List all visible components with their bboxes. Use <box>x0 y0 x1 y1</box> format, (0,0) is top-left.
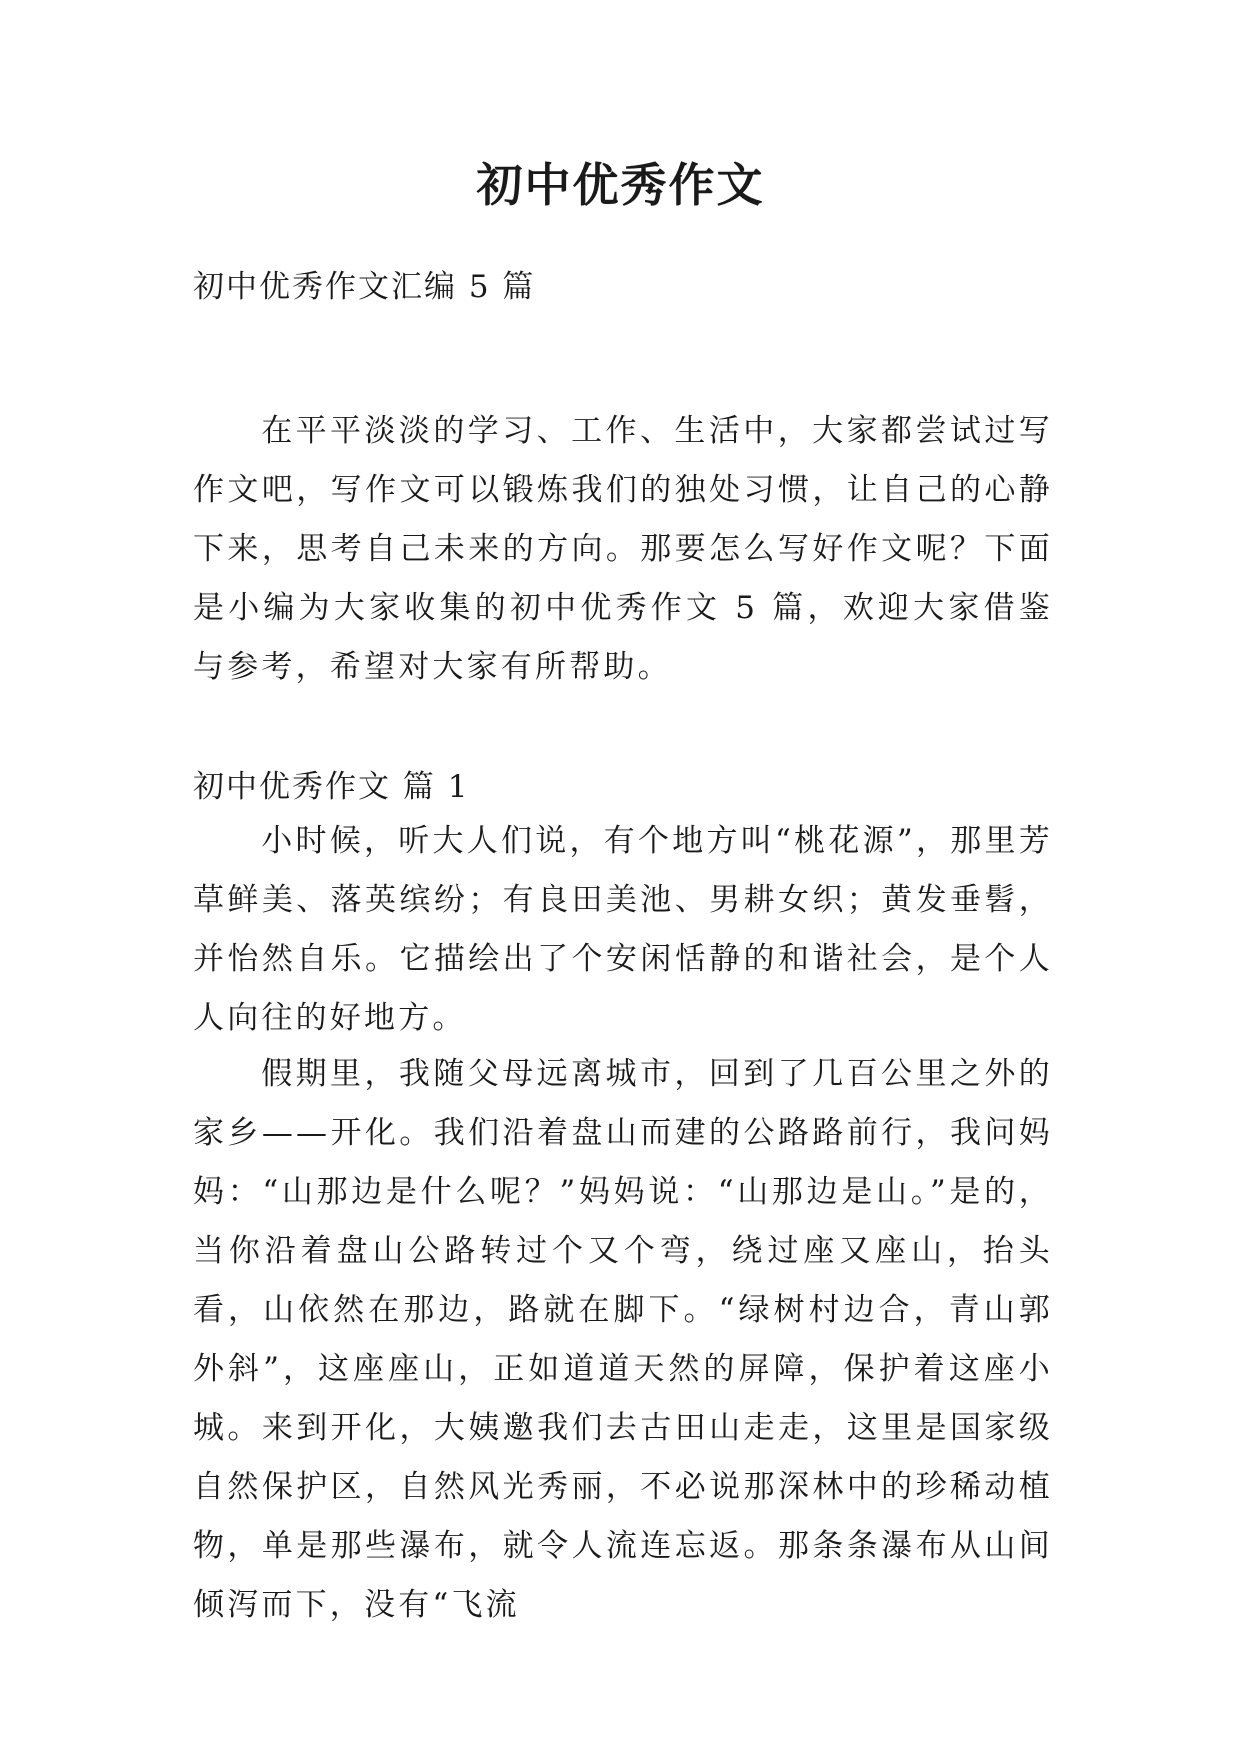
intro-paragraph: 在平平淡淡的学习、工作、生活中，大家都尝试过写作文吧，写作文可以锻炼我们的独处习惯，让自己的心静下来，思考自己未来的方向。那要怎么写好作文呢？下面是小编为大家收集的初中优秀作文 5 篇，欢迎大家借鉴与参考，希望对大家有所帮助。 <box>193 413 1053 685</box>
document-subtitle: 初中优秀作文汇编 5 篇 <box>193 269 536 305</box>
section-heading: 初中优秀作文 篇 1 <box>193 769 470 805</box>
section-paragraph: 小时候，听大人们说，有个地方叫“桃花源”，那里芳草鲜美、落英缤纷；有良田美池、男耕女织；黄发垂髫，并怡然自乐。它描绘出了个安闲恬静的和谐社会，是个人人向往的好地方。 <box>193 823 1053 1036</box>
document-title: 初中优秀作文 <box>476 158 765 212</box>
section-paragraph: 假期里，我随父母远离城市，回到了几百公里之外的家乡——开化。我们沿着盘山而建的公路路前行，我问妈妈：“山那边是什么呢？”妈妈说：“山那边是山。”是的，当你沿着盘山公路转过个又个弯，绕过座又座山，抬头看，山依然在那边，路就在脚下。“绿树村边合，青山郭外斜”，这座座山，正如道道天然的屏障，保护着这座小城。来到开化，大姨邀我们去古田山走走，这里是国家级自然保护区，自然风光秀丽，不必说那深林中的珍稀动植物，单是那些瀑布，就令人流连忘返。那条条瀑布从山间倾泻而下，没有“飞流 <box>193 1056 1053 1623</box>
